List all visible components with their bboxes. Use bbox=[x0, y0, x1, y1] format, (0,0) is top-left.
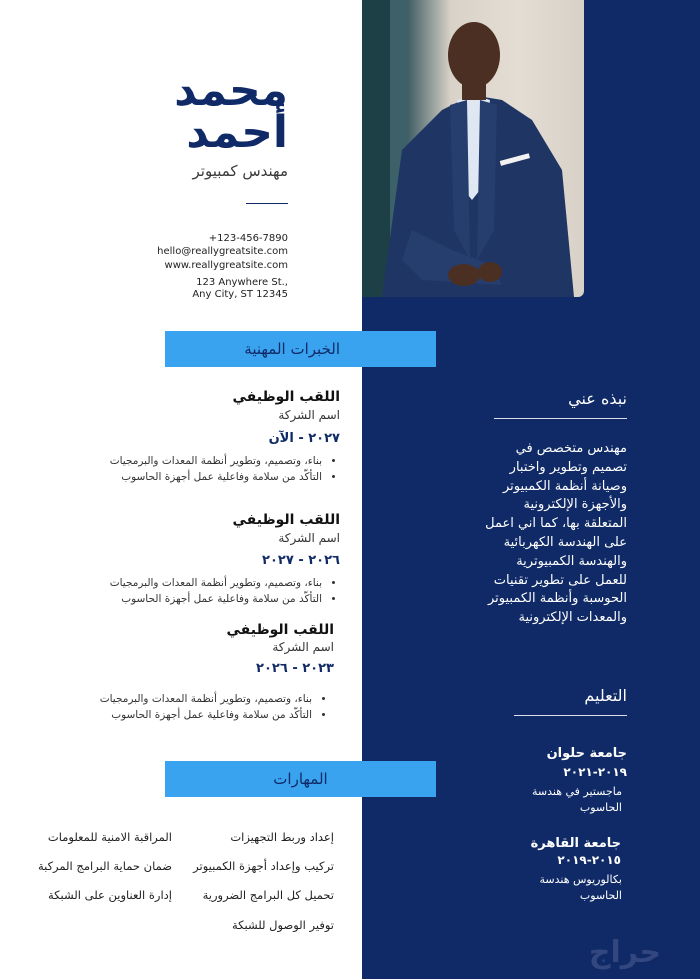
skill-item: إدارة العناوين على الشبكة bbox=[48, 888, 172, 902]
job-2-company: اسم الشركة bbox=[278, 531, 340, 545]
job-3-company: اسم الشركة bbox=[272, 640, 334, 654]
job-1-title: اللقب الوظيفي bbox=[232, 389, 340, 405]
about-line: والأجهزة الإلكترونية bbox=[523, 497, 627, 513]
job-3-years: ٢٠٢٣ - ٢٠٢٦ bbox=[256, 661, 334, 676]
about-line: وصيانة أنظمة الكمبيوتر bbox=[502, 478, 627, 494]
job-2-bullets bbox=[36, 575, 336, 607]
profile-photo bbox=[362, 0, 584, 297]
edu-2-years: ٢٠١٥-٢٠١٩ bbox=[557, 853, 621, 867]
edu-1-degree bbox=[442, 784, 622, 816]
skills-heading: المهارات bbox=[273, 770, 328, 788]
skill-item: إعداد وربط التجهيزات bbox=[230, 830, 334, 844]
skill-item: توفير الوصول للشبكة bbox=[231, 918, 334, 932]
about-line: للعمل على تطوير تقنيات bbox=[493, 572, 627, 588]
edu-2-degree-line2: الحاسوب bbox=[579, 889, 622, 902]
about-line: المتعلقة بها، كما اني اعمل bbox=[485, 516, 627, 532]
skill-item: تحميل كل البرامج الضرورية bbox=[202, 888, 334, 902]
contact-address-line1: 123 Anywhere St., bbox=[196, 277, 288, 288]
edu-2-degree-line1: بكالوريوس هندسة bbox=[539, 873, 622, 886]
about-line: مهندس متخصص في bbox=[515, 441, 627, 456]
job-2-bullet-1: • بناء، وتصميم، وتطوير أنظمة المعدات والبرمجيات bbox=[36, 575, 322, 591]
edu-1-degree-line2: الحاسوب bbox=[579, 801, 622, 814]
job-1-company: اسم الشركة bbox=[278, 408, 340, 422]
contact-email: hello@reallygreatsite.com bbox=[157, 246, 288, 257]
about-line: والهندسة الكمبيوترية bbox=[516, 553, 627, 569]
first-name: محمد bbox=[174, 65, 288, 116]
about-heading: نبذه عني bbox=[568, 389, 627, 408]
job-2-bullet-2: • التأكّد من سلامة وفاعلية عمل أجهزة الحاسوب bbox=[36, 591, 322, 607]
title-divider bbox=[246, 203, 288, 204]
skill-item: ضمان حماية البرامج المركبة bbox=[37, 859, 172, 873]
job-1-bullet-1: • بناء، وتصميم، وتطوير أنظمة المعدات والبرمجيات bbox=[36, 453, 322, 469]
job-3-title: اللقب الوظيفي bbox=[226, 622, 334, 638]
education-divider bbox=[514, 715, 627, 716]
experience-heading-bar bbox=[165, 331, 436, 367]
job-3-bullet-1: • بناء، وتصميم، وتطوير أنظمة المعدات والبرمجيات bbox=[26, 691, 312, 707]
watermark-logo: حراج bbox=[588, 935, 662, 970]
about-line: والمعدات الإلكترونية bbox=[518, 610, 627, 626]
education-heading: التعليم bbox=[584, 686, 627, 705]
edu-2-degree bbox=[442, 872, 622, 904]
last-name: أحمد bbox=[186, 107, 288, 158]
about-line: تصميم وتطوير واختبار bbox=[509, 459, 627, 475]
job-3-bullets bbox=[26, 691, 326, 723]
skill-item: تركيب وإعداد أجهزة الكمبيوتر bbox=[193, 859, 334, 873]
job-1-bullet-2: • التأكّد من سلامة وفاعلية عمل أجهزة الحاسوب bbox=[36, 469, 322, 485]
about-divider bbox=[494, 418, 627, 419]
about-line: على الهندسة الكهربائية bbox=[503, 534, 627, 550]
skill-item: المراقبة الامنية للمعلومات bbox=[47, 830, 172, 844]
edu-1-school: جامعة حلوان bbox=[546, 746, 627, 761]
contact-address-line2: Any City, ST 12345 bbox=[192, 289, 288, 300]
job-1-bullets bbox=[36, 453, 336, 485]
edu-1-years: ٢٠١٩-٢٠٢١ bbox=[563, 765, 627, 779]
about-line: الحوسبة وأنظمة الكمبيوتر bbox=[487, 591, 627, 607]
job-2-title: اللقب الوظيفي bbox=[232, 512, 340, 528]
contact-website: www.reallygreatsite.com bbox=[164, 260, 288, 271]
job-title: مهندس كمبيوتر bbox=[192, 162, 288, 180]
edu-2-school: جامعة القاهرة bbox=[530, 836, 621, 851]
skills-heading-bar bbox=[165, 761, 436, 797]
experience-heading: الخبرات المهنية bbox=[244, 340, 340, 358]
job-2-years: ٢٠٢٦ - ٢٠٢٧ bbox=[262, 553, 340, 568]
contact-phone: +123-456-7890 bbox=[208, 233, 288, 244]
about-text bbox=[397, 440, 627, 628]
job-1-years: ٢٠٢٧ - الآن bbox=[268, 431, 340, 446]
job-3-bullet-2: • التأكّد من سلامة وفاعلية عمل أجهزة الحاسوب bbox=[26, 707, 312, 723]
edu-1-degree-line1: ماجستير في هندسة bbox=[532, 785, 622, 798]
